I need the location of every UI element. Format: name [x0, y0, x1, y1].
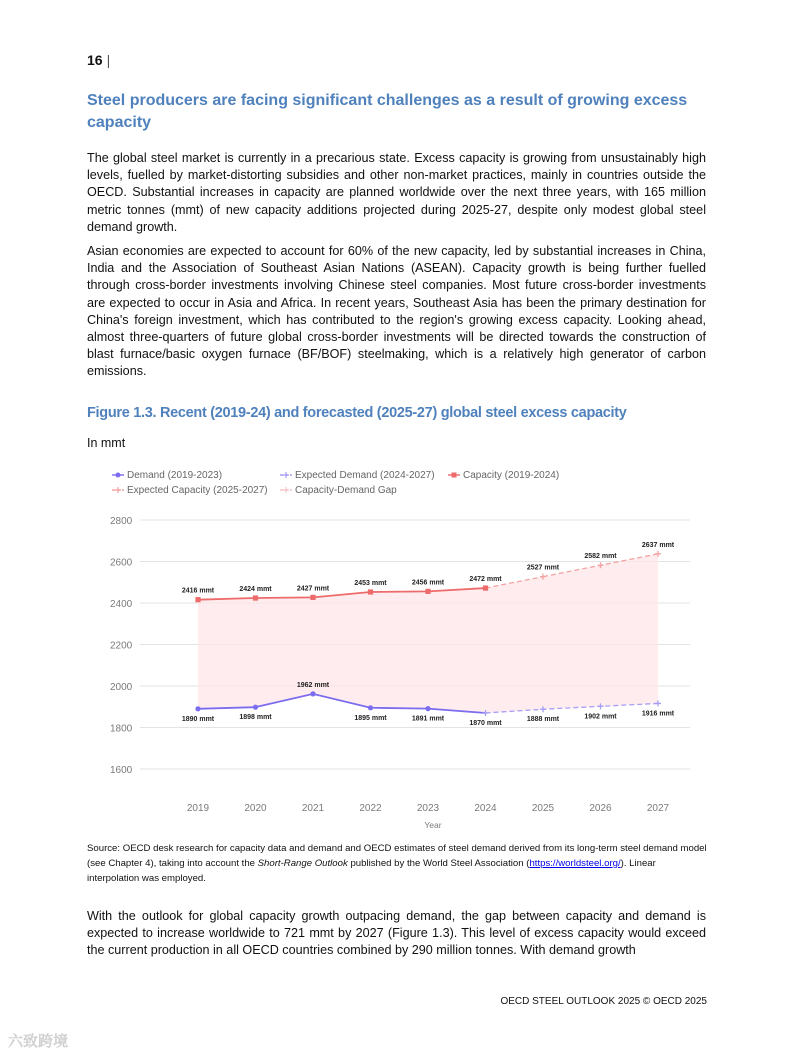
expected-demand-label-2026: 1902 mmt: [584, 713, 617, 721]
capacity-point-2022: [368, 589, 373, 594]
capacity-label-2020: 2424 mmt: [239, 586, 272, 594]
capacity-label-2019: 2416 mmt: [181, 587, 215, 595]
legend-label-0: Demand (2019-2023): [127, 470, 223, 481]
demand-label-2022: 1895 mmt: [354, 714, 387, 722]
figure-title: Figure 1.3. Recent (2019-24) and forecasted (2025-27) global steel excess capacity: [87, 405, 627, 421]
demand-label-2021: 1962 mmt: [296, 681, 330, 689]
y-tick-label-1800: 1800: [110, 723, 133, 735]
x-tick-label-2022: 2022: [359, 803, 382, 814]
demand-label-2023: 1891 mmt: [411, 715, 445, 723]
y-tick-label-2000: 2000: [110, 682, 133, 693]
legend-marker-2: [452, 473, 457, 478]
figure-source: [87, 841, 708, 886]
demand-point-2022: [368, 705, 373, 710]
legend-marker-1: [283, 472, 289, 478]
demand-point-2020: [253, 705, 258, 710]
y-tick-label-2800: 2800: [110, 516, 133, 527]
capacity-label-2023: 2456 mmt: [411, 579, 445, 587]
legend-label-4: Capacity-Demand Gap: [295, 485, 397, 496]
capacity-label-2024: 2472 mmt: [469, 576, 502, 584]
x-tick-label-2019: 2019: [186, 803, 210, 814]
y-tick-label-2200: 2200: [110, 640, 133, 652]
capacity-label-2022: 2453 mmt: [354, 580, 387, 588]
x-tick-label-2023: 2023: [416, 803, 440, 814]
paragraph-3: With the outlook for global capacity growth outpacing demand, the gap between capacity and demand is expected to increase worldwide to 721 mmt by 2027 (Figure 1.3). This level of excess capacity would exceed the current production in all OECD countries combined by 290 million tonnes. With demand growth: [87, 909, 706, 958]
source-italic: Short-Range Outlook: [257, 858, 348, 869]
capacity-point-2024: [483, 585, 488, 590]
capacity-point-2021: [310, 595, 315, 600]
source-link[interactable]: https://worldsteel.org/: [529, 858, 621, 869]
section-title: Steel producers are facing significant challenges as a result of growing excess capacity: [87, 92, 688, 131]
capacity-label-2021: 2427 mmt: [296, 585, 330, 593]
demand-point-2019: [195, 706, 200, 711]
x-tick-label-2020: 2020: [244, 803, 267, 814]
x-tick-label-2026: 2026: [589, 803, 612, 814]
legend-label-3: Expected Capacity (2025-2027): [127, 485, 268, 496]
legend-label-2: Capacity (2019-2024): [463, 470, 560, 481]
excess-capacity-chart: [100, 462, 700, 837]
watermark-logo: 六致跨境: [8, 1033, 69, 1050]
expected-capacity-label-2026: 2582 mmt: [584, 553, 617, 561]
expected-demand-label-2025: 1888 mmt: [526, 716, 560, 724]
y-tick-label-1600: 1600: [110, 765, 133, 776]
legend-label-1: Expected Demand (2024-2027): [295, 470, 435, 481]
capacity-demand-gap-area: [198, 554, 658, 713]
legend-marker-3: [115, 487, 121, 493]
demand-point-2021: [310, 691, 315, 696]
source-text-c: ). Linear interpolation was employed.: [87, 858, 656, 884]
paragraph-2: Asian economies are expected to account for 60% of the new capacity, led by substantial increases in China, India and the Association of Southeast Asian Nations (ASEAN). Capacity growth is being further fuelled through cross-border investments involving Chinese steel companies. Most future cross-border investments are expected to occur in Asia and Africa. In recent years, Southeast Asia has been the primary destination for China's foreign investment, which has contributed to the region's growing excess capacity. Looking ahead, almost three-quarters of future global cross-border investments will be directed towards the construction of blast furnace/basic oxygen furnace (BF/BOF) steelmaking, which is a relatively high generator of carbon emissions.: [87, 244, 706, 379]
demand-label-2019: 1890 mmt: [181, 715, 215, 723]
demand-point-2023: [425, 706, 430, 711]
page-number-value: 16: [87, 52, 103, 68]
y-tick-label-2400: 2400: [110, 599, 133, 610]
x-axis-title: Year: [424, 820, 442, 830]
x-tick-label-2021: 2021: [301, 803, 325, 814]
legend-marker-4: [283, 487, 289, 493]
source-text-b: published by the World Steel Association (: [347, 858, 530, 869]
capacity-point-2019: [195, 597, 200, 602]
expected-capacity-label-2025: 2527 mmt: [526, 564, 560, 572]
x-tick-label-2024: 2024: [474, 803, 497, 814]
page-number: [87, 52, 110, 68]
page-footer: OECD STEEL OUTLOOK 2025 © OECD 2025: [500, 996, 707, 1007]
paragraph-1: The global steel market is currently in a precarious state. Excess capacity is growing from unsustainably high levels, fuelled by market-distorting subsidies and other non-market practices, mainly in countries outside the OECD. Substantial increases in capacity are planned worldwide over the next three years, with 165 million metric tonnes (mmt) of new capacity additions projected during 2025-27, despite only modest global steel demand growth.: [87, 151, 706, 234]
figure-unit: In mmt: [87, 436, 126, 450]
expected-demand-label-2027: 1916 mmt: [641, 710, 675, 718]
page-number-separator: |: [106, 52, 111, 68]
legend-marker-0: [116, 473, 121, 478]
expected-capacity-label-2027: 2637 mmt: [641, 541, 675, 549]
x-tick-label-2027: 2027: [646, 803, 670, 814]
demand-label-2020: 1898 mmt: [239, 714, 272, 722]
expected-demand-label-2024: 1870 mmt: [469, 719, 502, 727]
y-tick-label-2600: 2600: [110, 557, 133, 569]
capacity-point-2020: [253, 595, 258, 600]
x-tick-label-2025: 2025: [531, 803, 555, 814]
source-text-a: Source: OECD desk research for capacity data and demand and OECD estimates of steel demand derived from its long-term steel demand model (see Chapter 4), taking into account the: [87, 843, 707, 869]
capacity-point-2023: [425, 589, 430, 594]
